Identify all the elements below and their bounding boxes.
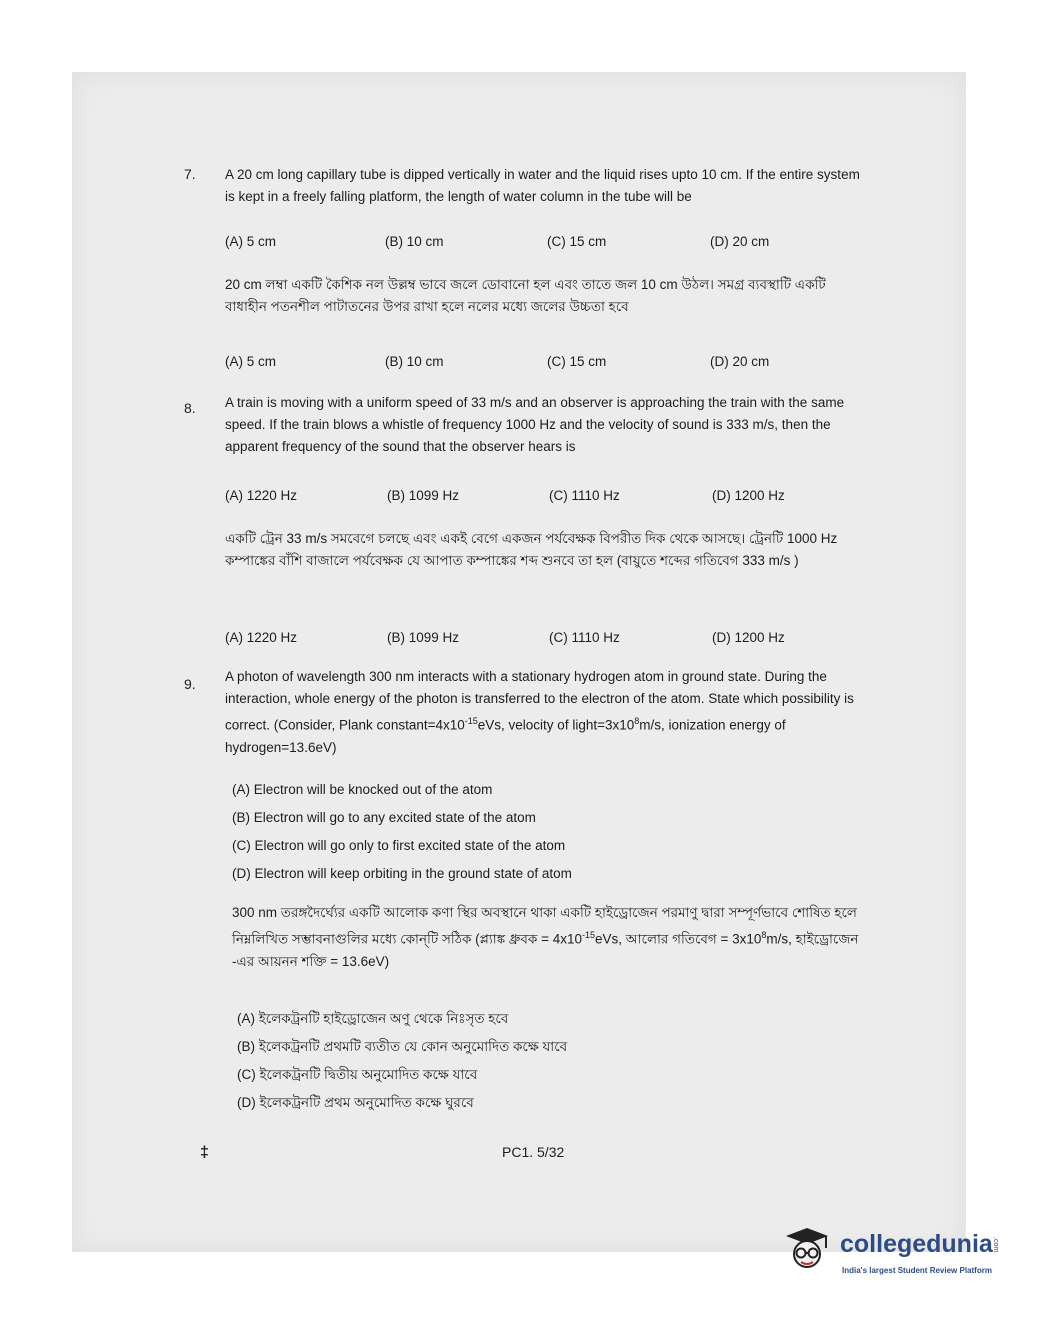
text-segment: m/s, ionization energy of hydrogen=13.6eV) xyxy=(225,717,786,755)
question-text-english: A 20 cm long capillary tube is dipped vertically in water and the liquid rises upto 10 cm. If the entire system is kept in a freely falling platform, the length of water column in the tube will be xyxy=(225,167,860,204)
option-a: (A) 5 cm xyxy=(225,354,277,369)
option-d: (D) 20 cm xyxy=(710,354,770,369)
option-a: (A) 5 cm xyxy=(225,234,277,249)
question-number: 9. xyxy=(184,676,196,692)
text-segment: m/s, হাইড্রোজেন -এর আয়নন শক্তি = 13.6eV) xyxy=(232,931,859,969)
option-a: (A) 1220 Hz xyxy=(225,488,298,503)
exponent: -15 xyxy=(582,930,596,940)
option-d: (D) 1200 Hz xyxy=(712,630,785,645)
option-c: (C) Electron will go only to first excited state of the atom xyxy=(232,838,566,853)
page-number: PC1. 5/32 xyxy=(502,1144,565,1160)
question-text-bengali: 20 cm লম্বা একটি কৈশিক নল উল্লম্ব ভাবে জলে ডোবানো হল এবং তাতে জল 10 cm উঠল। সমগ্র ব্যবস্থাটি একটি বাধাহীন পতনশীল পাটাতনের উপর রাখা হলে নলের মধ্যে জলের উচ্চতা হবে xyxy=(225,277,826,314)
question-number: 8. xyxy=(184,400,196,416)
question-text-english: A train is moving with a uniform speed of 33 m/s and an observer is approaching the train with the same speed. If the train blows a whistle of frequency 1000 Hz and the velocity of sound is 333 m/s, then the apparent frequency of the sound that the observer hears is xyxy=(225,395,845,454)
text-segment: eVs, velocity of light=3x10 xyxy=(477,717,635,733)
question-text-bengali xyxy=(232,902,872,973)
brand-tagline: India's largest Student Review Platform xyxy=(842,1266,992,1275)
option-c: (C) 15 cm xyxy=(547,234,607,249)
question-text-english xyxy=(225,666,865,759)
option-b: (B) 1099 Hz xyxy=(387,630,460,645)
exponent: 8 xyxy=(634,716,640,726)
question-number: 7. xyxy=(184,166,196,182)
option-c: (C) 15 cm xyxy=(547,354,607,369)
option-d: (D) 1200 Hz xyxy=(712,488,785,503)
option-a: (A) 1220 Hz xyxy=(225,630,298,645)
option-a: (A) ইলেকট্রনটি হাইড্রোজেন অণু থেকে নিঃসৃত হবে xyxy=(237,1011,509,1026)
student-mascot-icon xyxy=(782,1224,832,1274)
brand-watermark xyxy=(782,1218,1012,1288)
option-b: (B) 10 cm xyxy=(385,354,444,369)
text-segment: 300 nm তরঙ্গদৈর্ঘ্যের একটি আলোক কণা স্থির অবস্থানে থাকা একটি হাইড্রোজেন পরমাণু দ্বারা সম্পূর্ণভাবে শোষিত হলে নিম্নলিখিত সম্ভাবনাগুলির মধ্যে কোন্‌টি সঠিক (প্ল্যাঙ্ক ধ্রুবক = 4x10 xyxy=(232,905,857,947)
option-c: (C) 1110 Hz xyxy=(549,488,620,503)
option-d: (D) 20 cm xyxy=(710,234,770,249)
brand-tld: .com xyxy=(992,1237,999,1253)
option-b: (B) 1099 Hz xyxy=(387,488,460,503)
option-a: (A) Electron will be knocked out of the atom xyxy=(232,782,493,797)
exponent: 8 xyxy=(761,930,767,940)
text-segment: A photon of wavelength 300 nm interacts with a stationary hydrogen atom in ground state. During the interaction, whole energy of the photon is transferred to the electron of the atom. State which possibility is correct. (Consider, Plank constant=4x10 xyxy=(225,669,854,733)
text-segment: eVs, আলোর গতিবেগ = 3x10 xyxy=(595,931,762,947)
option-c: (C) 1110 Hz xyxy=(549,630,620,645)
question-text-bengali: একটি ট্রেন 33 m/s সমবেগে চলছে এবং একই বেগে একজন পর্যবেক্ষক বিপরীত দিক থেকে আসছে। ট্রেনটি 1000 Hz কম্পাঙ্কের বাঁশি বাজালে পর্যবেক্ষক যে আপাত কম্পাঙ্কের শব্দ শুনবে তা হল (বায়ুতে শব্দের গতিবেগ 333 m/s ) xyxy=(225,531,838,568)
margin-mark: ‡ xyxy=(200,1144,209,1161)
exam-page xyxy=(72,72,966,1252)
brand-name: collegedunia xyxy=(840,1230,993,1258)
exponent: -15 xyxy=(464,716,478,726)
option-b: (B) 10 cm xyxy=(385,234,444,249)
option-c: (C) ইলেকট্রনটি দ্বিতীয় অনুমোদিত কক্ষে যাবে xyxy=(237,1067,478,1082)
option-d: (D) ইলেকট্রনটি প্রথম অনুমোদিত কক্ষে ঘুরবে xyxy=(237,1095,474,1110)
option-b: (B) Electron will go to any excited state of the atom xyxy=(232,810,536,825)
option-b: (B) ইলেকট্রনটি প্রথমটি ব্যতীত যে কোন অনুমোদিত কক্ষে যাবে xyxy=(237,1039,568,1054)
option-d: (D) Electron will keep orbiting in the ground state of atom xyxy=(232,866,572,881)
